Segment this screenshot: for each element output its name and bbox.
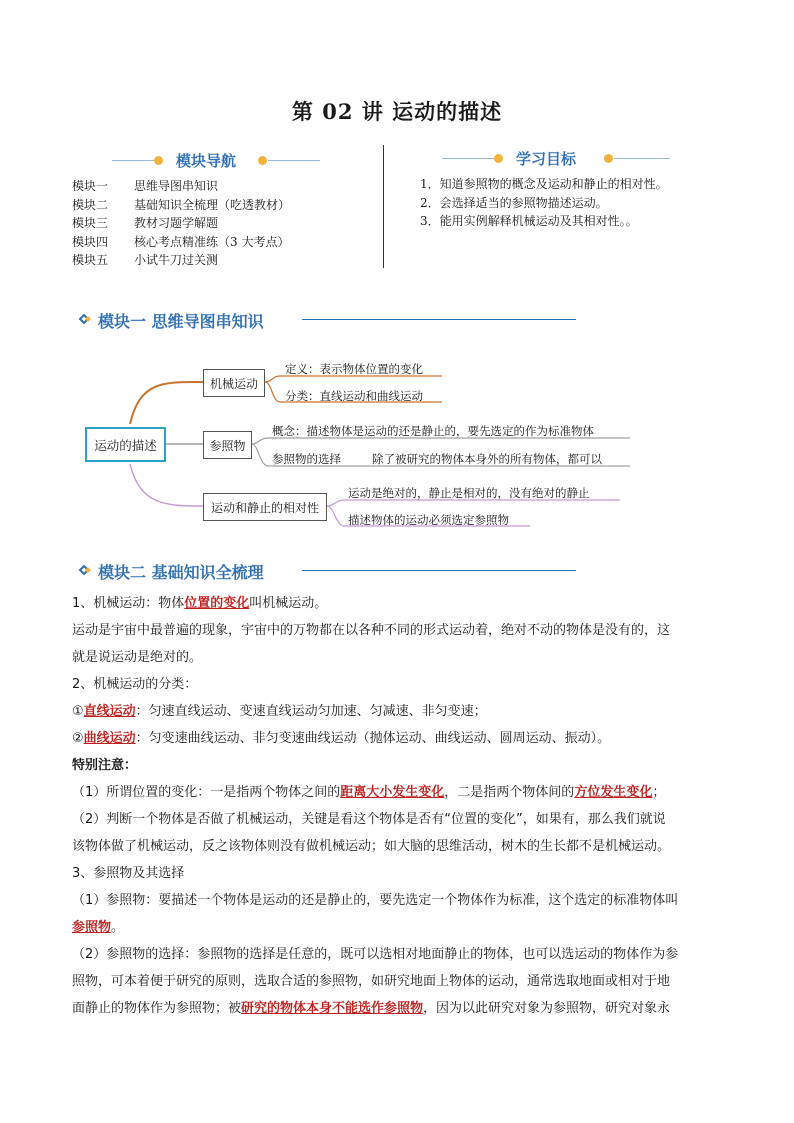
bullet-dot-icon	[604, 154, 613, 163]
content-line: 特别注意：	[72, 758, 138, 773]
goals-heading-rule-right	[614, 158, 670, 159]
content-line: （1）参照物：要描述一个物体是运动的还是静止的，要先选定一个物体作为标准，这个选定的标准物体叫	[72, 893, 679, 908]
mindmap-leaf-classification: 分类：直线运动和曲线运动	[285, 389, 423, 403]
mindmap-node-reference-object: 参照物	[203, 431, 252, 459]
content-line: （1）所谓位置的变化：一是指两个物体之间的距离大小发生变化，二是指两个物体间的方位发生变化；	[72, 785, 666, 800]
section1-rule	[302, 319, 576, 320]
content-line: 就是说运动是绝对的。	[72, 650, 203, 665]
nav-item: 模块四 核心考点精准练（3 大考点）	[72, 234, 290, 249]
content-line: （2）判断一个物体是否做了机械运动，关键是看这个物体是否有“位置的变化”，如果有，那么我们就说	[72, 812, 666, 827]
diamond-icon	[76, 562, 92, 578]
mindmap-leaf-concept: 概念：描述物体是运动的还是静止的，要先选定的作为标准物体	[272, 424, 594, 438]
content-line: ①直线运动：匀速直线运动、变速直线运动匀加速、匀减速、非匀变速；	[72, 704, 487, 719]
content-line: 参照物。	[72, 920, 125, 935]
nav-heading-rule-right	[268, 160, 320, 161]
content-body	[72, 590, 726, 1022]
mindmap-node-mechanical-motion: 机械运动	[203, 369, 265, 397]
goal-item: 2．会选择适当的参照物描述运动。	[420, 195, 608, 210]
goals-heading-rule-left	[442, 158, 494, 159]
content-line: 该物体做了机械运动，反之该物体则没有做机械运动；如大脑的思维活动，树木的生长都不是机械运动。	[72, 839, 671, 854]
mindmap-leaf-definition: 定义：表示物体位置的变化	[285, 362, 423, 376]
mindmap-leaf-must-select: 描述物体的运动必须选定参照物	[348, 513, 509, 527]
content-line: ②曲线运动：匀变速曲线运动、非匀变速曲线运动（抛体运动、曲线运动、圆周运动、振动）。	[72, 731, 611, 746]
mindmap-leaf-selection: 参照物的选择	[272, 452, 341, 466]
mindmap-leaf-selection-detail: 除了被研究的物体本身外的所有物体，都可以	[372, 452, 602, 466]
goal-item: 1．知道参照物的概念及运动和静止的相对性。	[420, 177, 668, 191]
content-line: 1、机械运动：物体位置的变化叫机械运动。	[72, 596, 328, 611]
goals-list	[420, 175, 668, 231]
mindmap-leaf-absolute: 运动是绝对的，静止是相对的，没有绝对的静止	[348, 486, 590, 500]
section1-heading: 模块一 思维导图串知识	[98, 312, 264, 331]
content-line: 面静止的物体作为参照物；被研究的物体本身不能选作参照物，因为以此研究对象为参照物，研究对象永	[72, 1001, 671, 1016]
nav-list	[72, 177, 290, 270]
bullet-dot-icon	[494, 154, 503, 163]
nav-heading-rule-left	[112, 160, 154, 161]
content-line: 2、机械运动的分类：	[72, 677, 198, 692]
content-line: 3、参照物及其选择	[72, 866, 185, 881]
bullet-dot-icon	[154, 156, 163, 165]
nav-item: 模块三 教材习题学解题	[72, 216, 219, 230]
nav-heading: 模块导航	[176, 152, 237, 170]
mindmap-root-node: 运动的描述	[85, 427, 166, 462]
nav-item: 模块二 基础知识全梳理（吃透教材）	[72, 197, 291, 212]
content-line: 照物，可本着便于研究的原则，选取合适的参照物，如研究地面上物体的运动，通常选取地面或相对于地	[72, 974, 671, 989]
column-divider	[383, 145, 384, 268]
nav-item: 模块五 小试牛刀过关测	[72, 253, 219, 267]
diamond-icon	[76, 311, 92, 327]
goals-heading: 学习目标	[516, 150, 577, 168]
content-line: 运动是宇宙中最普遍的现象，宇宙中的万物都在以各种不同的形式运动着，绝对不动的物体是没有的，这	[72, 623, 671, 638]
section2-heading: 模块二 基础知识全梳理	[98, 563, 264, 582]
goal-item: 3．能用实例解释机械运动及其相对性。。	[420, 214, 638, 228]
bullet-dot-icon	[258, 156, 267, 165]
page-title: 第 02 讲 运动的描述	[291, 99, 503, 124]
section2-rule	[302, 570, 576, 571]
content-line: （2）参照物的选择：参照物的选择是任意的，既可以选相对地面静止的物体，也可以选运动的物体作为参	[72, 947, 679, 962]
nav-item: 模块一 思维导图串知识	[72, 179, 219, 193]
mindmap-node-relativity: 运动和静止的相对性	[203, 493, 327, 521]
